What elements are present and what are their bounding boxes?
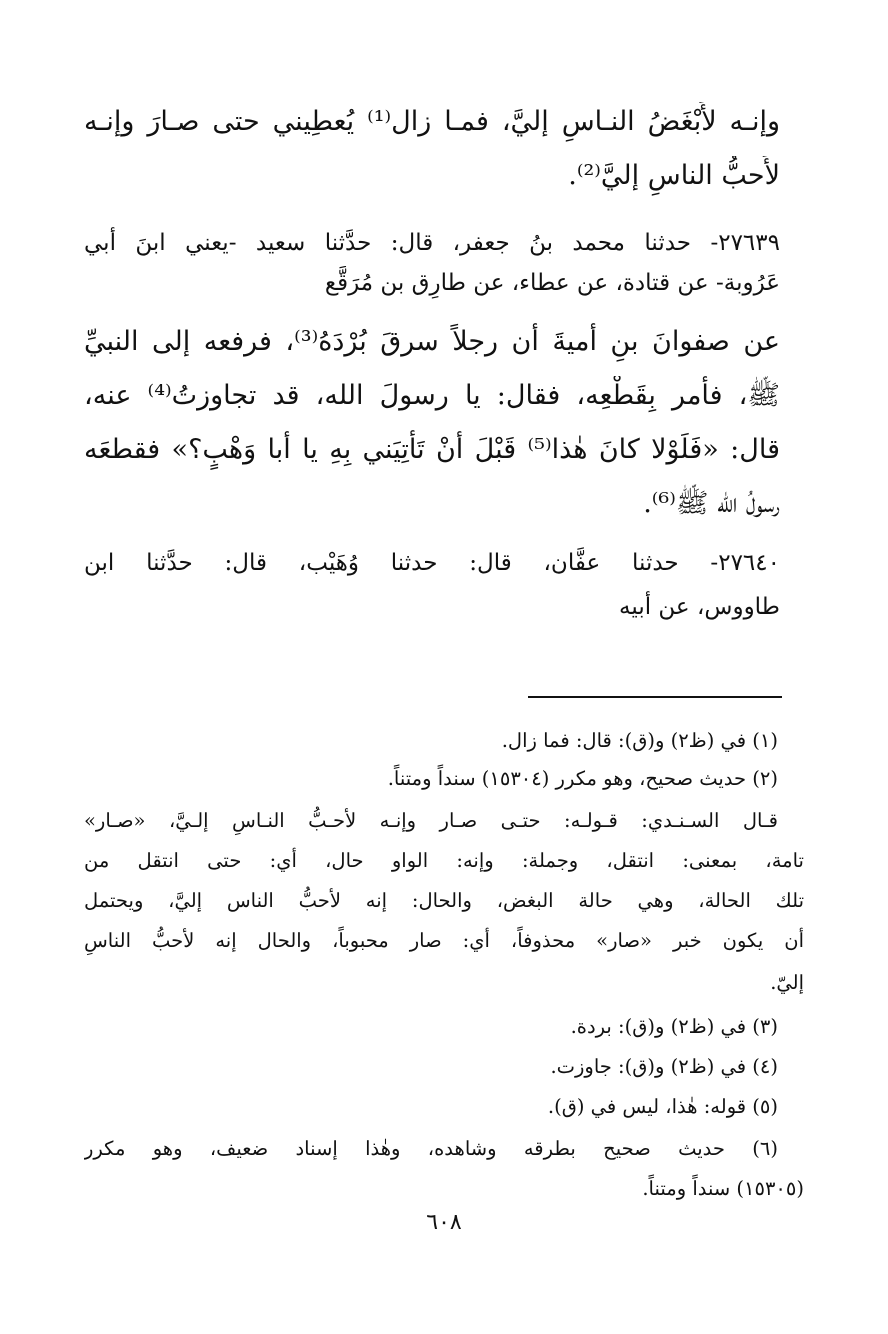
isnad-line: ٢٧٦٤٠- حدثنا عفَّان، قال: حدثنا وُهَيْب، قال: حدَّثنا ابن [84, 550, 780, 576]
footnote-line: أن يكون خبر «صار» محذوفاً، أي: صار محبوباً، والحال إنه لأحبُّ الناسِ [84, 929, 804, 952]
footnote-line: إليّ. [770, 971, 804, 994]
isnad-line: ٢٧٦٣٩- حدثنا محمد بنُ جعفر، قال: حدَّثنا سعيد -يعني ابنَ أبي [84, 230, 780, 256]
footnote-line: (٢) حديث صحيح، وهو مكرر (١٥٣٠٤) سنداً ومتناً. [387, 767, 778, 790]
hadith-line: رسولُ الله ﷺ⁽⁶⁾. [643, 488, 780, 519]
hadith-line: وإنـه لأَبْغَضُ النـاسِ إليَّ، فمـا زال⁽¹⁾ يُعطِيني حتى صـارَ وإنـه [84, 106, 780, 137]
footnote-line: تلك الحالة، وهي حالة البغض، والحال: إنه لأحبُّ الناس إليَّ، ويحتمل [84, 889, 804, 912]
isnad-line: طاووس، عن أبيه [619, 594, 780, 620]
footnote-line: قـال السـنـدي: قـولـه: حتـى صـار وإنـه لأحـبُّ النـاسِ إلـيَّ، «صـار» [84, 809, 778, 832]
footnote-line: (١) في (ظ٢) و(ق): قال: فما زال. [501, 729, 778, 752]
page-number: ٦٠٨ [426, 1210, 462, 1235]
hadith-line: لأَحبُّ الناسِ إليَّ⁽²⁾. [568, 160, 780, 191]
hadith-line: ﷺ، فأمر بِقَطْعِه، فقال: يا رسولَ الله، قد تجاوزتُ⁽⁴⁾ عنه، [84, 380, 780, 411]
footnote-line: (٤) في (ظ٢) و(ق): جاوزت. [550, 1055, 778, 1078]
isnad-line: عَرُوبة- عن قتادة، عن عطاء، عن طارِق بن مُرَقَّع [324, 270, 780, 296]
hadith-line: قال: «فَلَوْلا كانَ هٰذا⁽⁵⁾ قَبْلَ أَنْ تَأْتِيَني بِهِ يا أبا وَهْبٍ؟» فقطعَه [84, 434, 780, 465]
footnote-line: (٥) قوله: هٰذا، ليس في (ق). [547, 1095, 778, 1118]
hadith-line: عن صفوانَ بنِ أميةَ أن رجلاً سرقَ بُرْدَهُ⁽³⁾، فرفعه إلى النبيِّ [84, 326, 780, 357]
footnote-line: (١٥٣٠٥) سنداً ومتناً. [642, 1177, 804, 1200]
footnote-line: (٣) في (ظ٢) و(ق): بردة. [570, 1015, 778, 1038]
footnote-divider [528, 696, 782, 698]
footnote-line: تامة، بمعنى: انتقل، وجملة: وإنه: الواو حال، أي: حتى انتقل من [84, 849, 804, 872]
footnote-line: (٦) حديث صحيح بطرقه وشاهده، وهٰذا إسناد ضعيف، وهو مكرر [84, 1137, 778, 1160]
